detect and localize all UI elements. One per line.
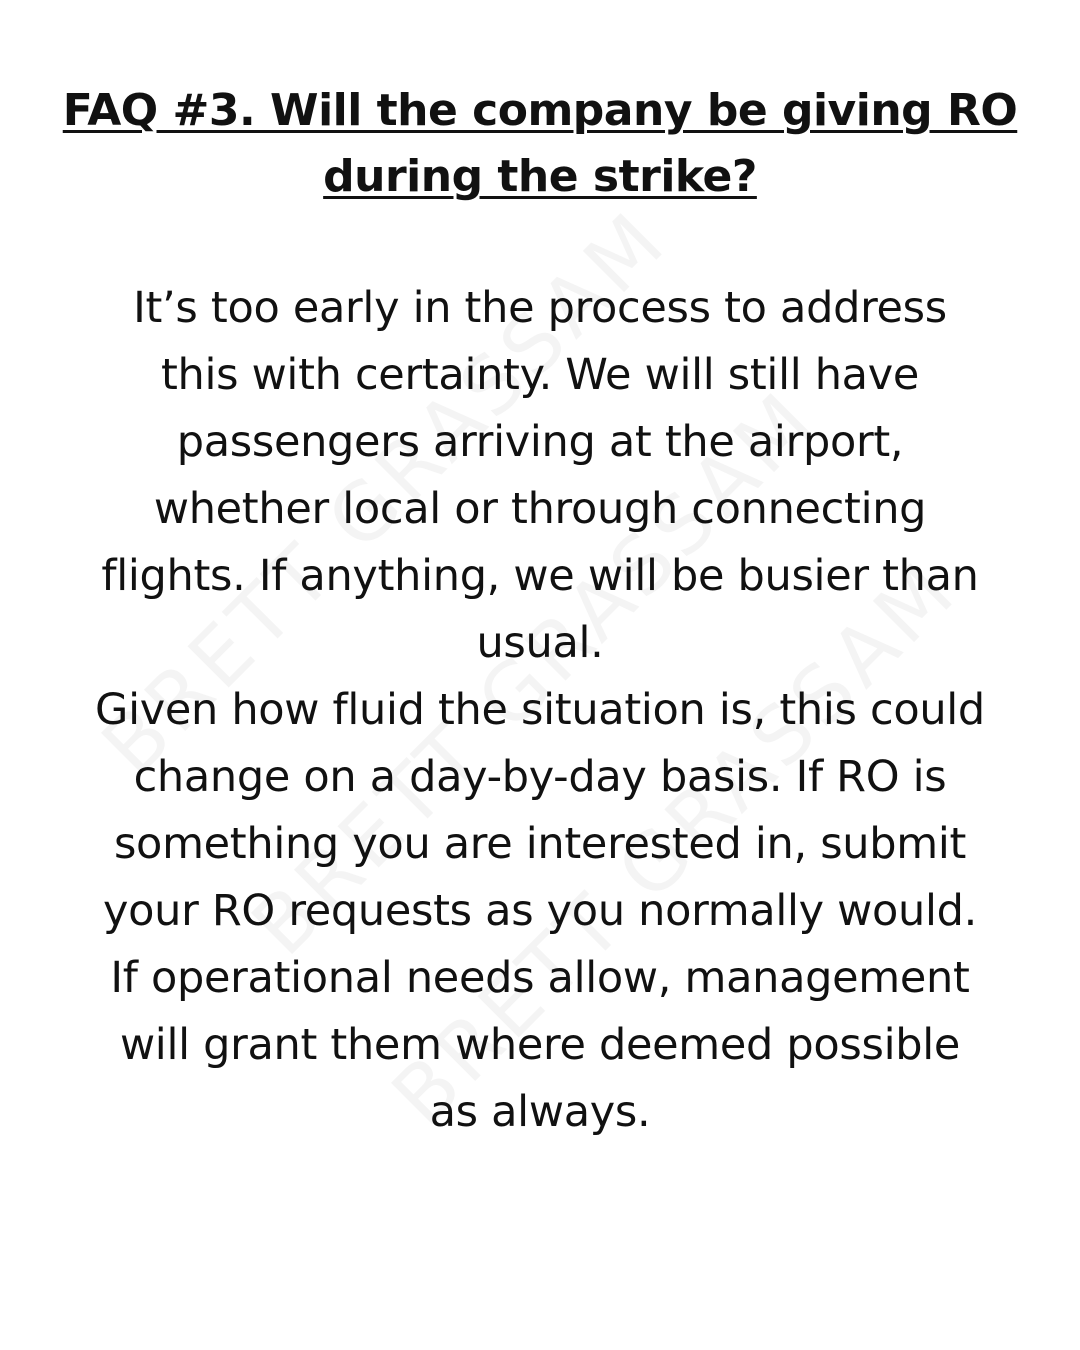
faq-title <box>60 78 1020 210</box>
faq-answer <box>40 275 1040 1146</box>
faq-answer-line: this with certainty. We will still have <box>160 350 920 400</box>
faq-answer-line: your RO requests as you normally would. <box>102 886 978 936</box>
faq-answer-line: as always. <box>429 1087 651 1137</box>
faq-answer-line: If operational needs allow, management <box>110 953 970 1003</box>
faq-answer-line: will grant them where deemed possible <box>119 1020 961 1070</box>
faq-answer-line: something you are interested in, submit <box>113 819 967 869</box>
faq-answer-line: whether local or through connecting <box>153 484 927 534</box>
faq-answer-line: It’s too early in the process to address <box>133 283 947 333</box>
faq-answer-line: usual. <box>476 618 604 668</box>
faq-answer-line: Given how fluid the situation is, this could <box>95 685 985 735</box>
faq-answer-line: change on a day-by-day basis. If RO is <box>133 752 947 802</box>
faq-answer-line: flights. If anything, we will be busier than <box>101 551 979 601</box>
faq-title-line: during the strike? <box>323 151 757 202</box>
faq-title-line: FAQ #3. Will the company be giving RO <box>62 85 1018 136</box>
faq-answer-line: passengers arriving at the airport, <box>176 417 904 467</box>
